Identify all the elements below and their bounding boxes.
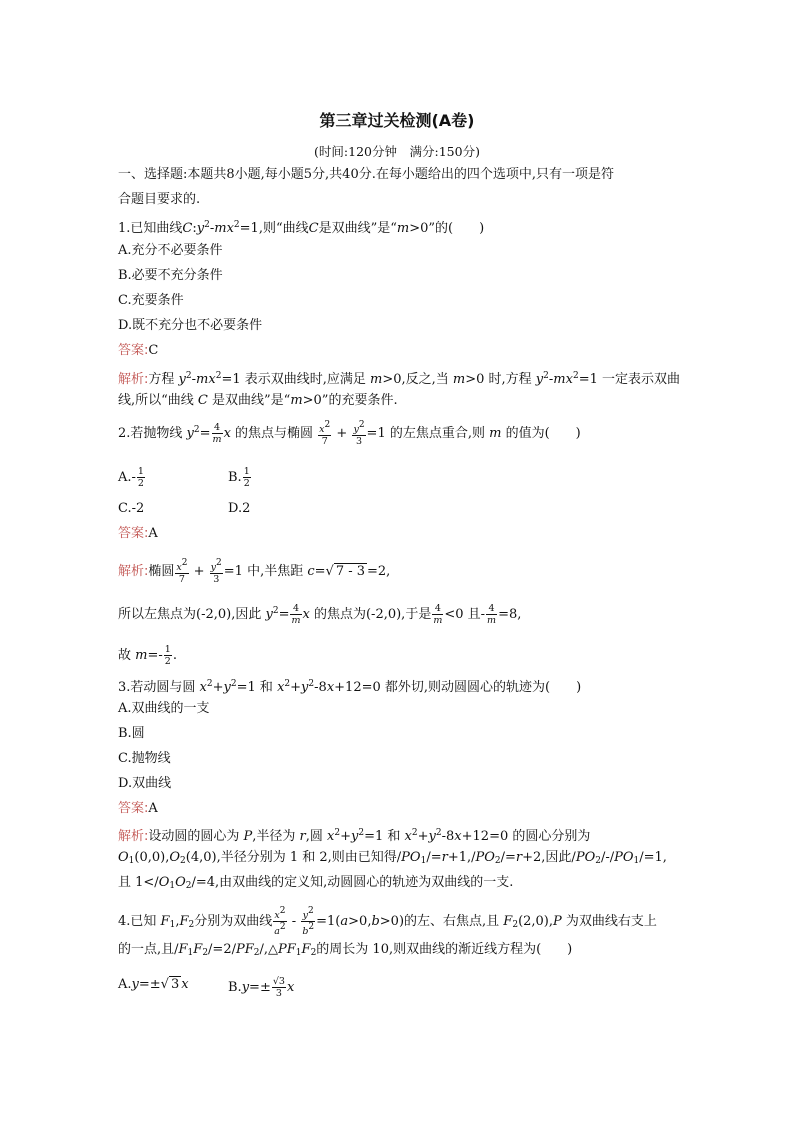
page-subtitle: (时间:120分钟 满分:150分) [314,144,480,159]
answer-label: 答案: [118,343,149,358]
question-4-line-1: 4.已知 $F_1,F_2$分别为双曲线 $\frac{x^2}{a^2}$ - $\frac{y^2}{b^2}$ =1(a>0,b>0)的左、右焦点,且 $F_2(2,0),P$ 为双曲线右支上 [118,906,657,937]
section-header-line-1: 一、选择题:本题共8小题,每小题5分,共40分.在每小题给出的四个选项中,只有一项是符 [118,167,614,182]
q4-option-b: B.y=± $\frac{√3}{3}$ x [228,976,295,999]
q2-option-a: A.- $\frac{1}{2}$ [118,466,144,489]
q2-option-d: D.2 [228,501,251,516]
q3-option-a: A.双曲线的一支 [118,701,210,716]
q3-answer-value: A [148,801,158,816]
question-3: 3.若动圆与圆 $x^2+y^2=1$ 和 $x^2+y^2-8x+12=0$ 都外切,则动圆圆心的轨迹为( ) [118,679,582,695]
question-1: 1.已知曲线$C:y^2-mx^2=1$,则“曲线C是双曲线”是“m>0”的( ) [118,220,485,236]
q1-option-d: D.既不充分也不必要条件 [118,318,263,333]
answer-label: 答案: [118,526,149,541]
answer-label: 答案: [118,801,149,816]
q1-option-a: A.充分不必要条件 [118,243,223,258]
q2-option-c: C.-2 [118,501,145,516]
q3-option-c: C.抛物线 [118,751,171,766]
analysis-label: 解析: [118,564,149,579]
q4-option-a: A.y=±√ 3 x [118,977,189,992]
q2-analysis-line-1: 解析:椭圆 $\frac{x^2}{7}$ + $\frac{y^2}{3}$ =1 中,半焦距 c=√ 7 - 3 =2, [118,558,391,585]
question-4-line-2: 的一点,且$/F_1F_2/=2/PF_2/,\triangle PF_1F_2$的周长为 10,则双曲线的渐近线方程为( ) [118,942,573,958]
q1-option-b: B.必要不充分条件 [118,268,223,283]
q2-answer [118,525,158,543]
q3-option-d: D.双曲线 [118,776,172,791]
q1-analysis-line-1: 解析:方程 $y^2-mx^2=1$ 表示双曲线时,应满足 m>0,反之,当 m>0 时,方程 $y^2-mx^2=1$ 一定表示双曲 [118,371,680,387]
q3-analysis-line-1: 解析:设动圆的圆心为 P,半径为 r,圆 $x^2+y^2=1$ 和 $x^2+y^2-8x+12=0$ 的圆心分别为 [118,828,591,844]
q1-option-c: C.充要条件 [118,293,184,308]
q1-analysis-line-2: 线,所以“曲线 C 是双曲线”是“m>0”的充要条件. [118,393,398,408]
analysis-label: 解析: [118,829,149,844]
analysis-label: 解析: [118,372,149,387]
q2-answer-value: A [148,526,158,541]
q1-answer-value: C [148,343,159,358]
q2-analysis-line-3: 故 m=- $\frac{1}{2}$ . [118,644,177,667]
page-title: 第三章过关检测(A卷) [319,111,475,130]
question-2: 2.若抛物线 $y^2=$ $\frac{4}{m}$ x 的焦点与椭圆 $\frac{x^2}{7}$ + $\frac{y^2}{3}$ =1 的左焦点重合,则 m 的值为( ) [118,420,581,447]
section-header-line-2: 合题目要求的. [118,192,201,207]
q2-option-b: B. $\frac{1}{2}$ [228,466,250,489]
q3-analysis-line-3: 且 $1</O_1O_2/=4$,由双曲线的定义知,动圆圆心的轨迹为双曲线的一支. [118,875,514,891]
q3-option-b: B.圆 [118,726,145,741]
q3-answer [118,800,158,818]
q1-answer [118,342,158,360]
q2-analysis-line-2: 所以左焦点为(-2,0),因此 $y^2=$ $\frac{4}{m}$ x 的焦点为(-2,0),于是 $\frac{4}{m}$ <0 且- $\frac{4}{m}$ =8, [118,603,522,626]
q3-analysis-line-2: $O_1(0,0),O_2(4,0)$,半径分别为 1 和 2,则由已知得$/PO_1/=r+1,/PO_2/=r+2$,因此$/PO_2/-/PO_1/=1$, [118,850,667,866]
